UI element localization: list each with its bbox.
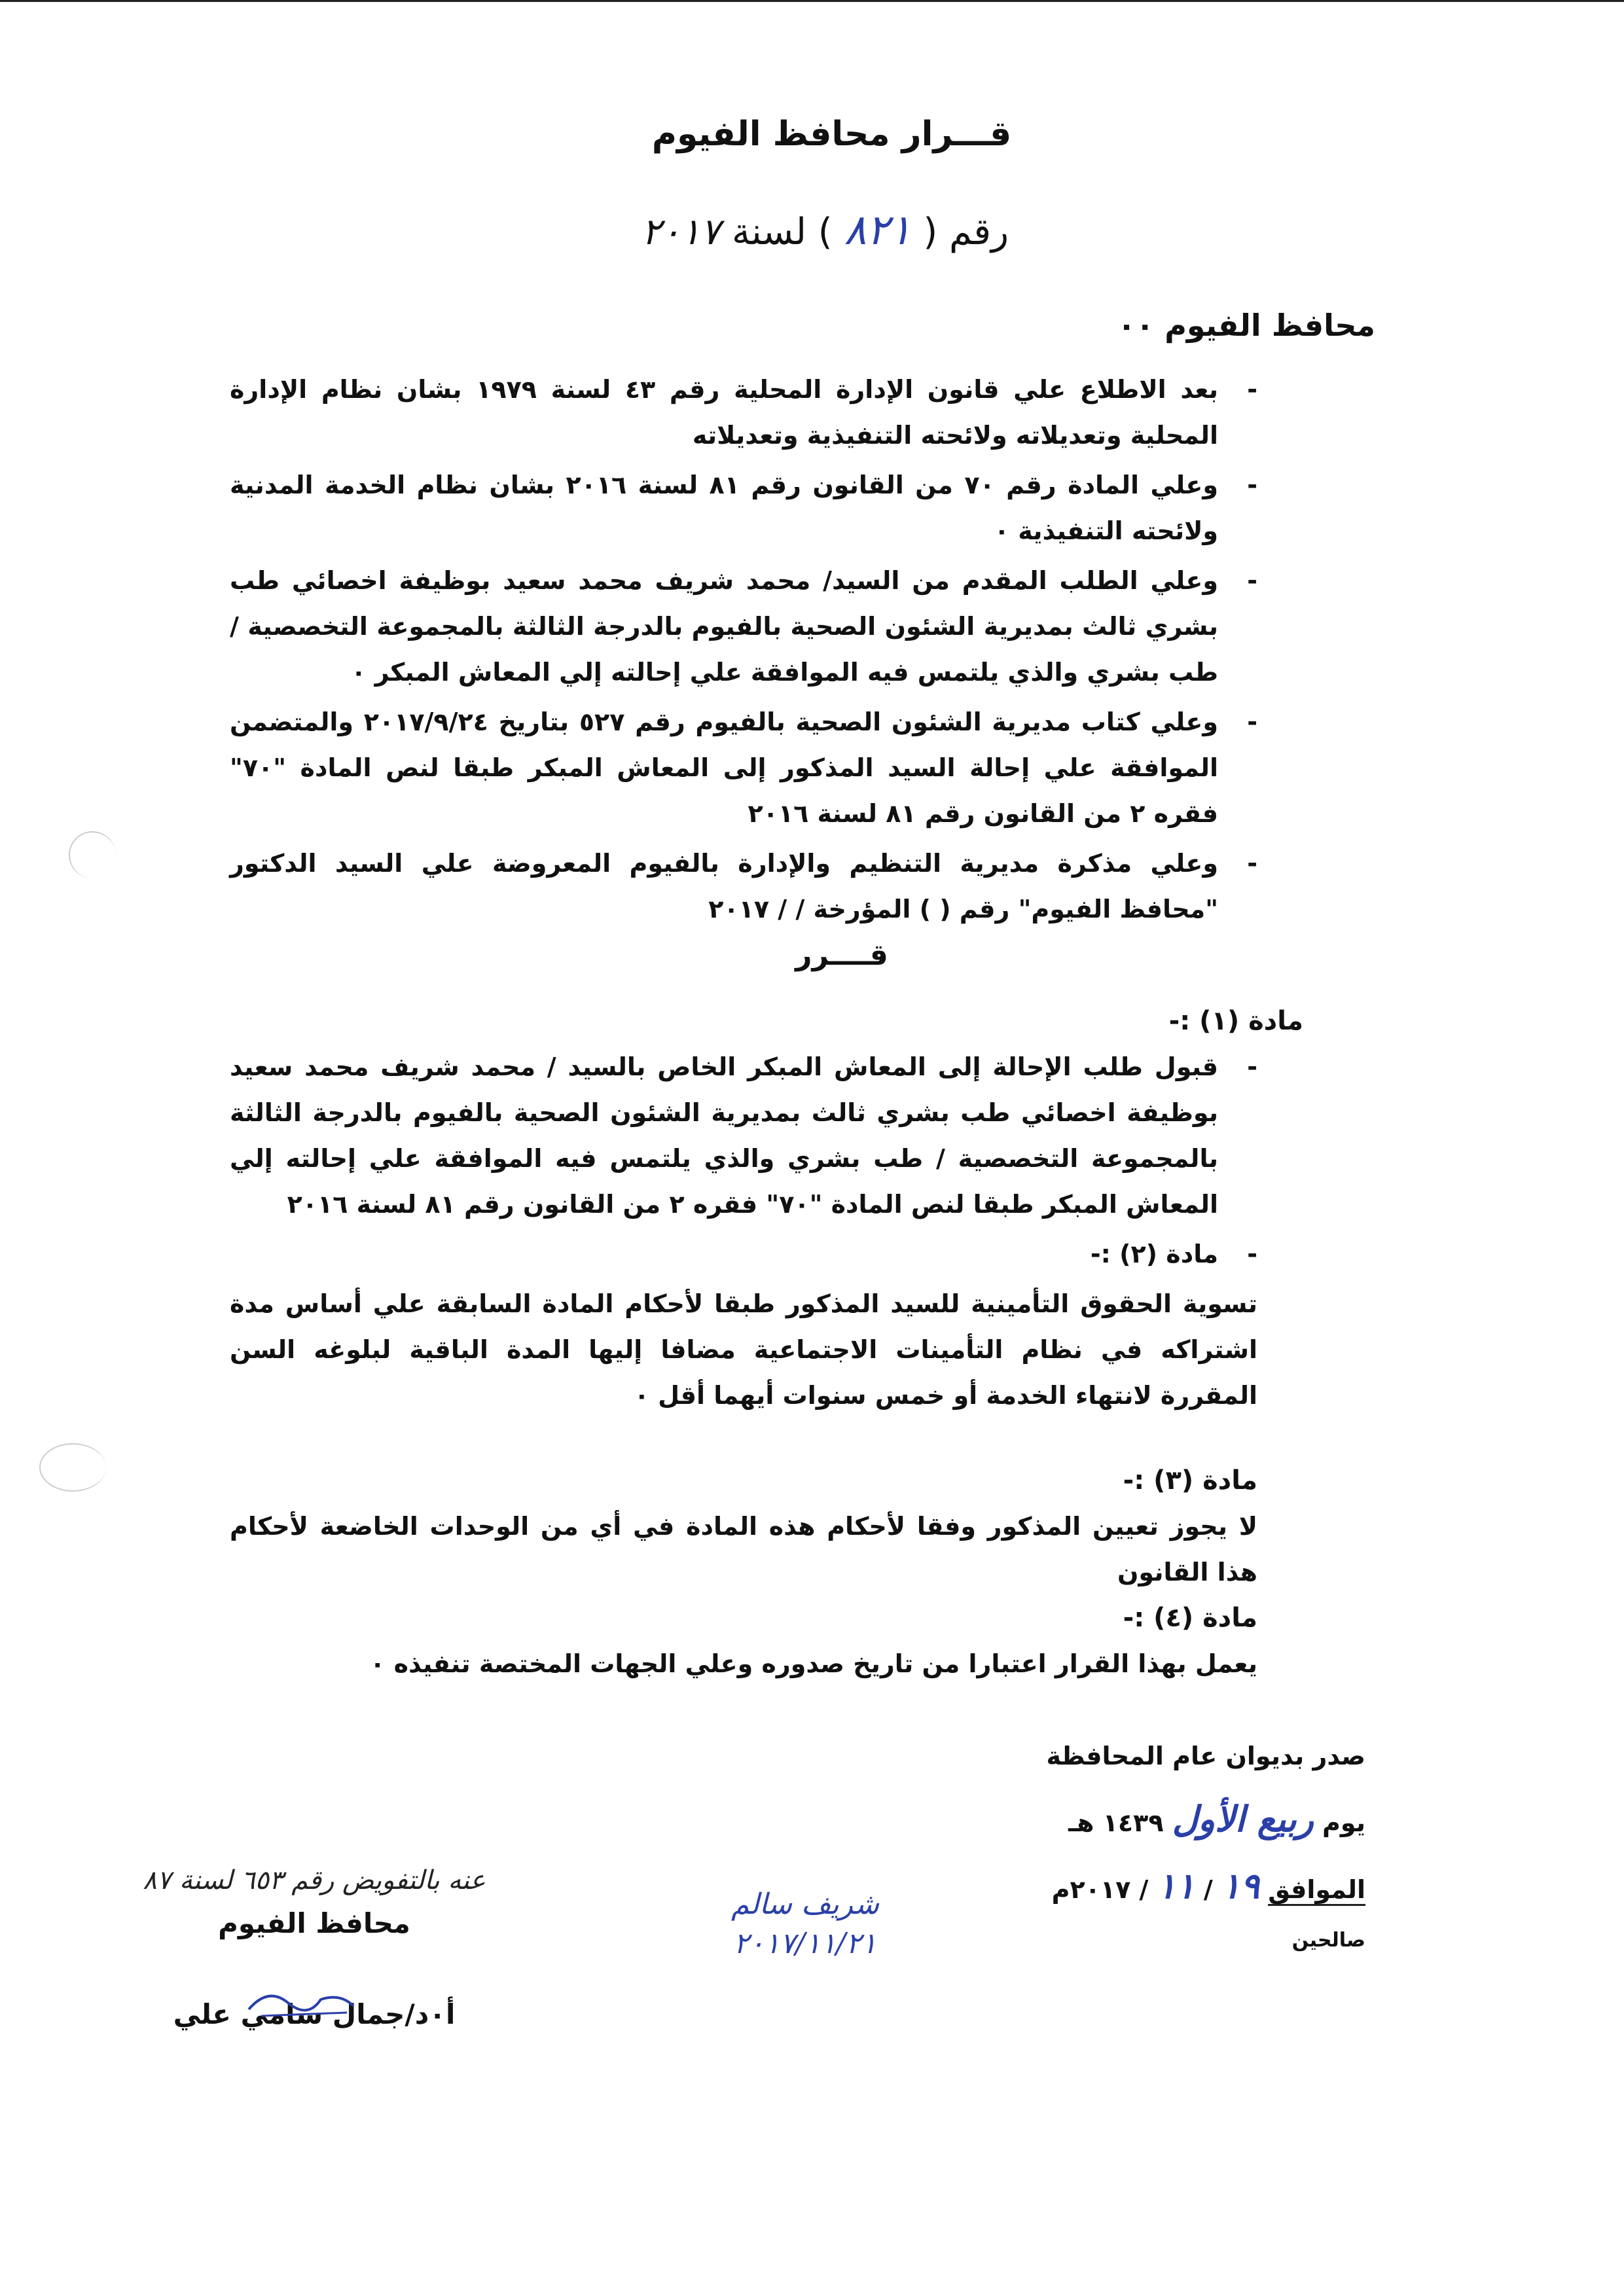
number-suffix: ) لسنة xyxy=(732,211,833,253)
decree-number: ٨٢١ xyxy=(844,206,912,255)
punch-hole-mark xyxy=(39,1443,106,1492)
date-rest: / ٢٠١٧م xyxy=(1051,1875,1149,1904)
day-handwritten: ربيع الأول xyxy=(1172,1798,1314,1840)
stamp-line: شريف سالم xyxy=(731,1888,879,1921)
preamble-item: - وعلي الطلب المقدم من السيد/ محمد شريف محمد سعيد بوظيفة اخصائي طب بشري ثالث بمديرية الشئون الصحية بالفيوم بالدرجة الثالثة بالمجموعة التخصصية / طب بشري والذي يلتمس فيه الموافقة علي إحالته إلي المعاش المبكر ٠ xyxy=(230,558,1257,695)
article-text: تسوية الحقوق التأمينية للسيد المذكور طبقا لأحكام المادة السابقة علي أساس مدة اشتراكه في نظام التأمينات الاجتماعية مضافا إليها المدة الباقية لبلوغه السن المقررة لانتهاء الخدمة أو خمس سنوات أيهما أقل ٠ xyxy=(230,1289,1257,1410)
decree-body xyxy=(230,367,1303,1687)
scan-edge-line xyxy=(0,0,1624,2)
signature-block xyxy=(131,1865,497,2030)
decree-title: قـــرار محافظ الفيوم xyxy=(651,115,1012,154)
preamble-item: - وعلي مذكرة مديرية التنظيم والإدارة بالفيوم المعروضة علي السيد الدكتور "محافظ الفيوم" رقم ( ) المؤرخة / / ٢٠١٧ xyxy=(230,840,1257,932)
decree-number-line xyxy=(0,206,1624,255)
stamp-line: ٢٠١٧/١١/٢١ xyxy=(733,1927,877,1960)
handwritten-stamp xyxy=(720,1885,890,1964)
article-text: - قبول طلب الإحالة إلى المعاش المبكر الخاص بالسيد / محمد شريف محمد سعيد بوظيفة اخصائي طب بشري ثالث بمديرية الشئون الصحية بالفيوم بالدرجة الثالثة بالمجموعة التخصصية / طب بشري والذي يلتمس فيه الموافقة علي إحالته إلي المعاش المبكر طبقا لنص المادة "٧٠" فقره ٢ من القانون رقم ٨١ لسنة ٢٠١٦ xyxy=(230,1044,1257,1227)
preamble-item: - بعد الاطلاع علي قانون الإدارة المحلية رقم ٤٣ لسنة ١٩٧٩ بشان نظام الإدارة المحلية وتعديلاته ولائحته التنفيذية وتعديلاته xyxy=(230,367,1257,458)
signature-scribble-icon xyxy=(242,1980,360,2026)
delegation-note: عنه بالتفويض رقم ٦٥٣ لسنة ٨٧ xyxy=(143,1865,486,1895)
date-month-handwritten: ١١ xyxy=(1157,1865,1195,1907)
issued-line: صدر بديوان عام المحافظة xyxy=(1046,1742,1365,1770)
date-day-handwritten: ١٩ xyxy=(1221,1865,1259,1907)
issued-date-line: الموافق ١٩ / ١١ / ٢٠١٧م xyxy=(1051,1865,1365,1907)
day-label: يوم xyxy=(1322,1808,1365,1837)
preamble-item: - وعلي كتاب مديرية الشئون الصحية بالفيوم رقم ٥٢٧ بتاريخ ٢٠١٧/٩/٢٤ والمتضمن الموافقة علي إحالة السيد المذكور إلى المعاش المبكر طبقا لنص المادة "٧٠" فقره ٢ من القانون رقم ٨١ لسنة ٢٠١٦ xyxy=(230,699,1257,836)
hijri-year: ١٤٣٩ هـ xyxy=(1068,1808,1164,1837)
article-text: لا يجوز تعيين المذكور وفقا لأحكام هذه المادة في أي من الوحدات الخاضعة لأحكام هذا القانون xyxy=(230,1512,1257,1587)
punch-hole-mark xyxy=(69,831,116,878)
signatory-title: محافظ الفيوم xyxy=(218,1907,410,1939)
decision-word: قــــرر xyxy=(795,939,888,972)
preamble-item: - وعلي المادة رقم ٧٠ من القانون رقم ٨١ لسنة ٢٠١٦ بشان نظام الخدمة المدنية ولائحته التنفيذية ٠ xyxy=(230,462,1257,554)
article-label: - مادة (٢) :- xyxy=(230,1231,1257,1277)
number-prefix: رقم ( xyxy=(923,211,1009,253)
governor-heading: محافظ الفيوم ٠٠ xyxy=(1117,308,1375,343)
issued-day-line xyxy=(776,1787,1365,1854)
article-label: مادة (٣) :- xyxy=(1123,1465,1257,1496)
article-text: يعمل بهذا القرار اعتبارا من تاريخ صدوره وعلي الجهات المختصة تنفيذه ٠ xyxy=(370,1649,1257,1678)
article-label: مادة (٤) :- xyxy=(1123,1603,1257,1633)
date-label: الموافق xyxy=(1268,1875,1365,1906)
signature-place: صالحين xyxy=(1291,1929,1365,1952)
signatory-name: أ٠د/جمال سامي علي xyxy=(173,1998,456,2030)
article-label: مادة (١) :- xyxy=(1168,1006,1303,1036)
decree-year: ٢٠١٧ xyxy=(641,211,721,253)
